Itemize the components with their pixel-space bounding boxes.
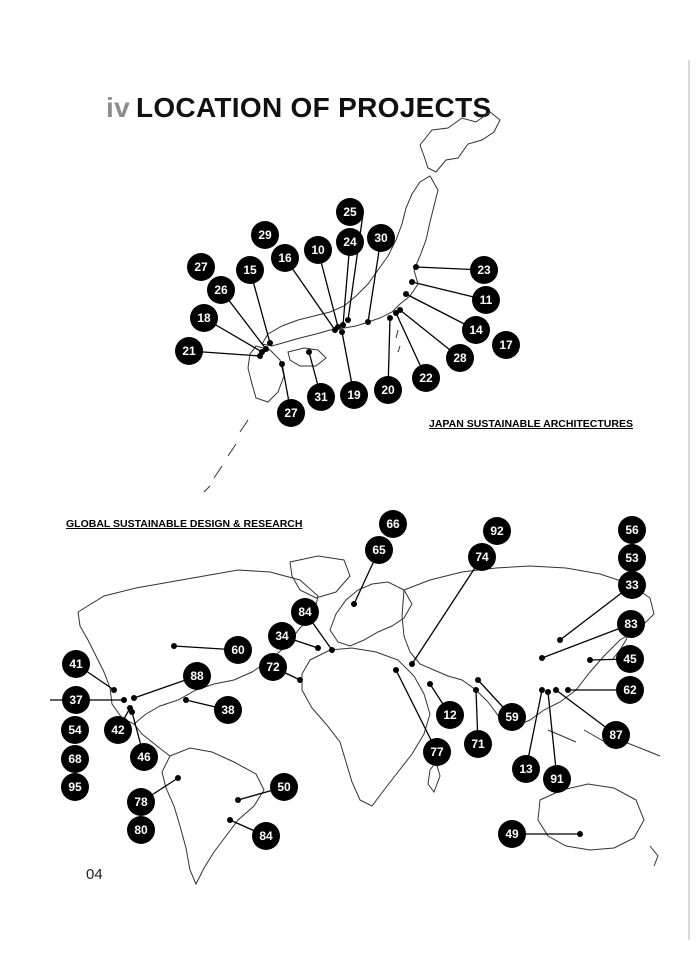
marker-number: 30: [374, 231, 388, 245]
japan-marker[interactable]: [251, 221, 279, 249]
japan-marker[interactable]: [472, 286, 500, 314]
global-marker[interactable]: [62, 650, 90, 678]
global-marker[interactable]: [483, 517, 511, 545]
global-marker[interactable]: [602, 721, 630, 749]
marker-number: 23: [477, 263, 491, 277]
marker-number: 14: [469, 323, 483, 337]
marker-number: 21: [182, 344, 196, 358]
global-marker[interactable]: [252, 822, 280, 850]
japan-marker[interactable]: [175, 337, 203, 365]
japan-marker[interactable]: [340, 381, 368, 409]
marker-number: 83: [624, 617, 638, 631]
japan-marker[interactable]: [367, 224, 395, 252]
marker-number: 78: [134, 795, 148, 809]
marker-number: 88: [190, 669, 204, 683]
global-marker[interactable]: [291, 598, 319, 626]
marker-number: 25: [343, 205, 357, 219]
marker-number: 92: [490, 524, 504, 538]
marker-number: 20: [381, 383, 395, 397]
marker-number: 53: [625, 551, 639, 565]
global-marker[interactable]: [61, 716, 89, 744]
japan-marker[interactable]: [236, 256, 264, 284]
marker-number: 22: [419, 371, 433, 385]
marker-number: 12: [443, 708, 457, 722]
global-marker[interactable]: [379, 510, 407, 538]
japan-marker[interactable]: [271, 244, 299, 272]
marker-number: 68: [68, 752, 82, 766]
global-marker[interactable]: [617, 610, 645, 638]
marker-number: 50: [277, 780, 291, 794]
izu-islands: [396, 330, 400, 352]
marker-number: 54: [68, 723, 82, 737]
japan-marker[interactable]: [307, 383, 335, 411]
global-marker[interactable]: [214, 696, 242, 724]
marker-number: 74: [475, 550, 489, 564]
japan-marker[interactable]: [446, 344, 474, 372]
marker-number: 80: [134, 823, 148, 837]
japan-markers: [175, 198, 520, 427]
marker-number: 91: [550, 772, 564, 786]
marker-number: 38: [221, 703, 235, 717]
marker-number: 45: [623, 652, 637, 666]
hokkaido-outline: [420, 112, 500, 172]
global-marker[interactable]: [268, 622, 296, 650]
marker-number: 71: [471, 737, 485, 751]
global-marker[interactable]: [61, 745, 89, 773]
global-marker[interactable]: [183, 662, 211, 690]
japan-marker[interactable]: [374, 376, 402, 404]
marker-number: 87: [609, 728, 623, 742]
marker-number: 49: [505, 827, 519, 841]
marker-number: 59: [505, 710, 519, 724]
global-marker[interactable]: [259, 653, 287, 681]
marker-number: 13: [519, 762, 533, 776]
world-map-outline: [78, 556, 660, 884]
marker-number: 19: [347, 388, 361, 402]
marker-number: 41: [69, 657, 83, 671]
japan-marker[interactable]: [190, 304, 218, 332]
marker-number: 15: [243, 263, 257, 277]
japan-section-label: JAPAN SUSTAINABLE ARCHITECTURES: [429, 418, 633, 430]
marker-number: 42: [111, 723, 125, 737]
global-marker[interactable]: [224, 636, 252, 664]
marker-number: 16: [278, 251, 292, 265]
global-marker[interactable]: [130, 743, 158, 771]
kyushu-outline: [248, 346, 284, 402]
japan-marker[interactable]: [187, 253, 215, 281]
greenland-outline: [290, 556, 350, 598]
marker-number: 65: [372, 543, 386, 557]
page-number: 04: [86, 866, 103, 883]
global-marker[interactable]: [270, 773, 298, 801]
marker-number: 28: [453, 351, 467, 365]
marker-number: 11: [479, 293, 493, 307]
okinawa-chain: [204, 420, 248, 492]
marker-number: 84: [298, 605, 312, 619]
global-marker[interactable]: [543, 765, 571, 793]
global-marker[interactable]: [127, 816, 155, 844]
marker-number: 27: [194, 260, 208, 274]
marker-number: 56: [625, 523, 639, 537]
marker-number: 62: [623, 683, 637, 697]
global-marker[interactable]: [62, 686, 90, 714]
global-marker[interactable]: [61, 773, 89, 801]
marker-number: 95: [68, 780, 82, 794]
marker-number: 46: [137, 750, 151, 764]
global-marker[interactable]: [618, 516, 646, 544]
marker-number: 26: [214, 283, 228, 297]
global-marker[interactable]: [464, 730, 492, 758]
global-marker[interactable]: [498, 820, 526, 848]
marker-number: 33: [625, 578, 639, 592]
marker-number: 77: [430, 745, 444, 759]
marker-number: 34: [275, 629, 289, 643]
global-marker[interactable]: [618, 571, 646, 599]
global-marker[interactable]: [104, 716, 132, 744]
page-title-text: LOCATION OF PROJECTS: [135, 92, 492, 123]
marker-number: 24: [343, 235, 357, 249]
global-marker[interactable]: [423, 738, 451, 766]
japan-marker[interactable]: [492, 331, 520, 359]
marker-number: 37: [69, 693, 83, 707]
global-marker[interactable]: [498, 703, 526, 731]
global-marker[interactable]: [468, 543, 496, 571]
japan-marker[interactable]: [207, 276, 235, 304]
south-america-outline: [162, 748, 264, 884]
section-numeral: iv: [106, 92, 130, 123]
global-section-label: GLOBAL SUSTAINABLE DESIGN & RESEARCH: [66, 518, 303, 530]
global-marker[interactable]: [512, 755, 540, 783]
marker-number: 31: [314, 390, 328, 404]
marker-number: 17: [499, 338, 513, 352]
japan-marker[interactable]: [412, 364, 440, 392]
marker-number: 72: [266, 660, 280, 674]
japan-map-outline: [204, 112, 500, 492]
global-marker[interactable]: [365, 536, 393, 564]
africa-outline: [302, 648, 430, 806]
madagascar-outline: [428, 762, 440, 792]
new-zealand-outline: [650, 846, 658, 866]
global-marker[interactable]: [618, 544, 646, 572]
global-marker[interactable]: [616, 645, 644, 673]
global-marker[interactable]: [616, 676, 644, 704]
japan-marker[interactable]: [470, 256, 498, 284]
japan-marker[interactable]: [462, 316, 490, 344]
japan-marker[interactable]: [277, 399, 305, 427]
marker-number: 29: [258, 228, 272, 242]
marker-number: 60: [231, 643, 245, 657]
asia-outline: [402, 566, 654, 726]
europe-outline: [330, 582, 412, 646]
marker-number: 10: [311, 243, 325, 257]
marker-number: 27: [284, 406, 298, 420]
japan-marker[interactable]: [336, 228, 364, 256]
japan-marker[interactable]: [304, 236, 332, 264]
marker-number: 18: [197, 311, 211, 325]
marker-number: 66: [386, 517, 400, 531]
global-marker[interactable]: [127, 788, 155, 816]
global-markers: [61, 510, 646, 850]
australia-outline: [538, 784, 644, 850]
global-marker[interactable]: [436, 701, 464, 729]
japan-marker[interactable]: [336, 198, 364, 226]
japan-location-dots: [257, 264, 419, 367]
marker-number: 84: [259, 829, 273, 843]
